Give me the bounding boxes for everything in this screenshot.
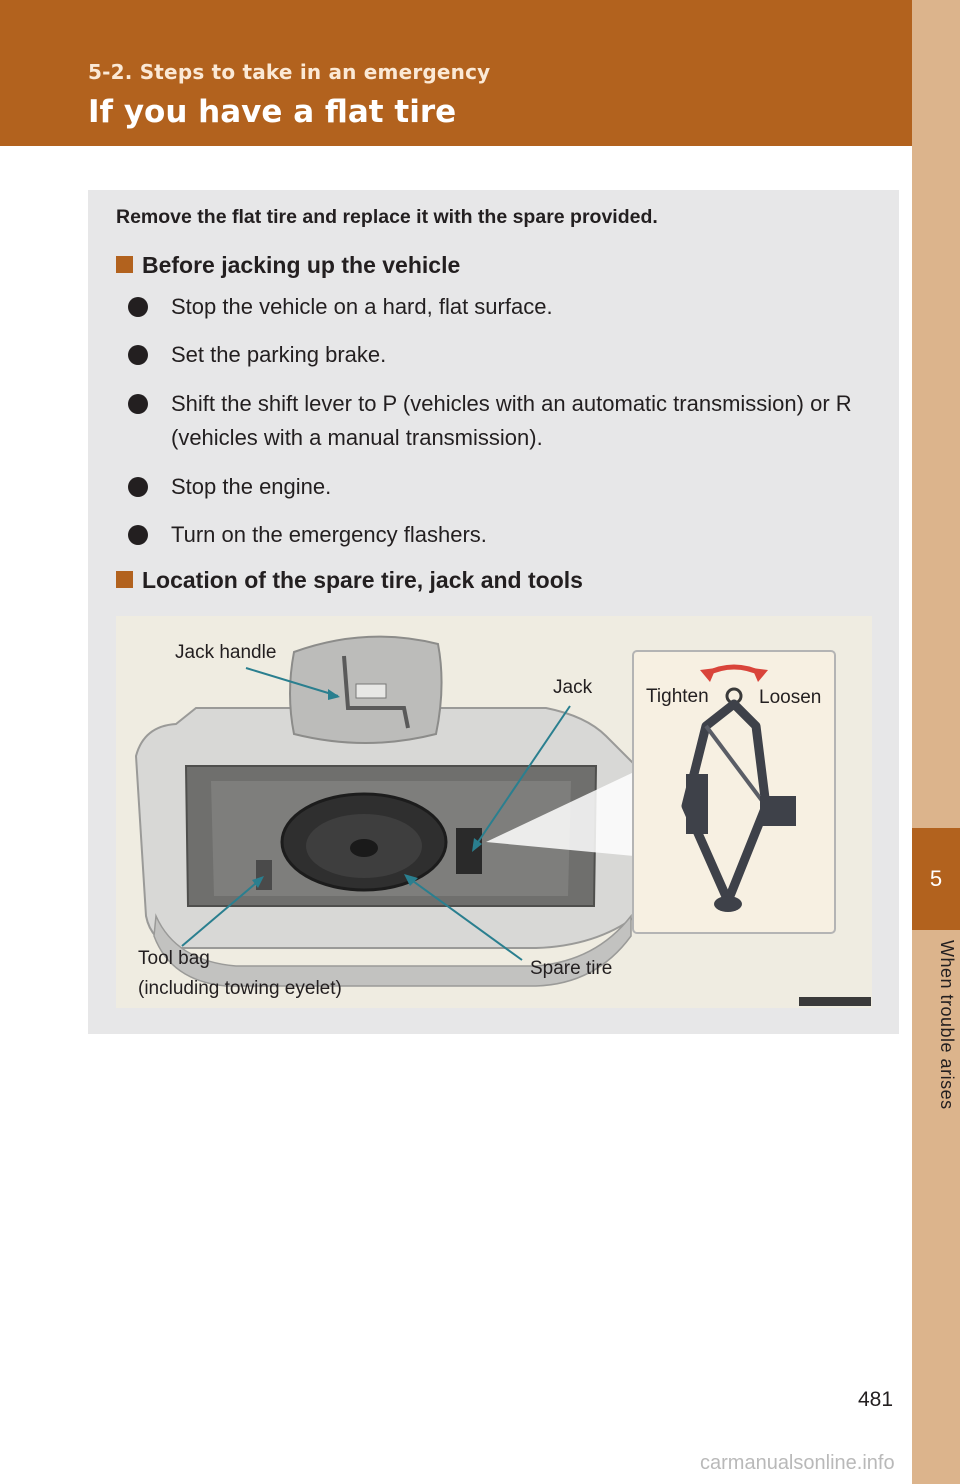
jack-in-trunk-shape xyxy=(456,828,482,874)
list-item xyxy=(128,338,878,372)
bullet-dot-icon xyxy=(128,297,148,317)
list-item xyxy=(128,387,878,455)
jack-handle-clip-shape xyxy=(356,684,386,698)
page-number: 481 xyxy=(858,1388,894,1411)
list-item-text: Stop the vehicle on a hard, flat surface. xyxy=(171,294,553,319)
section-heading-location xyxy=(116,567,583,594)
section-heading-text: Before jacking up the vehicle xyxy=(142,252,461,278)
chapter-side-tab xyxy=(912,0,960,1484)
list-item-text: Set the parking brake. xyxy=(171,342,387,367)
trunk-illustration-drawing xyxy=(116,616,872,1008)
label-tool-bag-note: (including towing eyelet) xyxy=(138,978,342,999)
list-item xyxy=(128,290,878,324)
jack-left-pad-shape xyxy=(686,774,708,834)
bullet-dot-icon xyxy=(128,525,148,545)
label-jack-handle: Jack handle xyxy=(175,642,277,663)
jack-right-pad-shape xyxy=(760,796,796,826)
spare-tire-hub-shape xyxy=(350,839,378,857)
section-title: 5-2. Steps to take in an emergency xyxy=(88,60,491,84)
chapter-number: 5 xyxy=(912,828,960,930)
jack-base-shape xyxy=(714,896,742,912)
list-item-text: Shift the shift lever to P (vehicles with an automatic transmission) or R (vehicles with a manual transmission). xyxy=(171,391,852,450)
list-item xyxy=(128,470,878,504)
chapter-label: When trouble arises xyxy=(937,940,957,1110)
bullet-dot-icon xyxy=(128,477,148,497)
list-item-text: Stop the engine. xyxy=(171,474,332,499)
square-bullet-icon xyxy=(116,571,133,588)
intro-text: Remove the flat tire and replace it with the spare provided. xyxy=(116,206,658,228)
bullet-dot-icon xyxy=(128,394,148,414)
figure-code-bar xyxy=(799,997,871,1006)
watermark-text: carmanualsonline.info xyxy=(700,1452,895,1474)
section-heading-before-jacking xyxy=(116,252,460,279)
label-loosen: Loosen xyxy=(759,687,822,708)
label-tool-bag: Tool bag xyxy=(138,948,210,969)
label-spare-tire: Spare tire xyxy=(530,958,613,979)
bullet-dot-icon xyxy=(128,345,148,365)
section-heading-text: Location of the spare tire, jack and tools xyxy=(142,567,583,593)
square-bullet-icon xyxy=(116,256,133,273)
page-header xyxy=(0,0,912,146)
list-item-text: Turn on the emergency flashers. xyxy=(171,522,487,547)
label-tighten: Tighten xyxy=(646,686,709,707)
page-title: If you have a flat tire xyxy=(88,94,457,130)
list-item xyxy=(128,518,878,552)
label-jack: Jack xyxy=(553,677,593,698)
trunk-illustration xyxy=(116,616,872,1008)
